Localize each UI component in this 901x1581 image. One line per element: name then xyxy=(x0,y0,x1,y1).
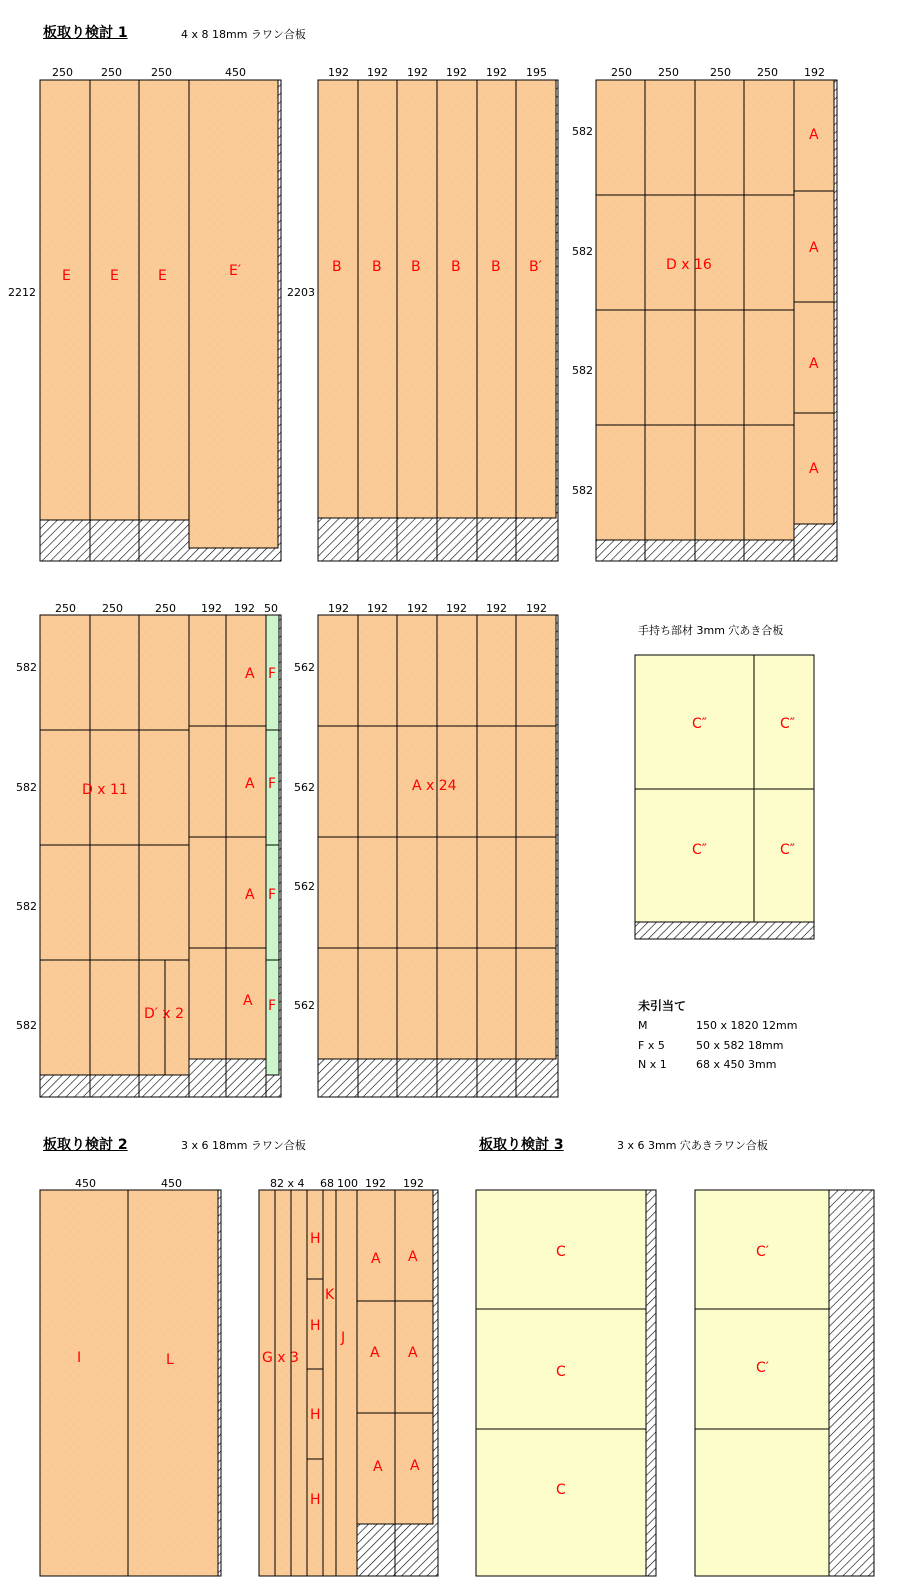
sheet4-row-dim: 582 xyxy=(16,661,37,674)
piece-label: A xyxy=(809,356,819,372)
piece-label: A x 24 xyxy=(412,778,457,794)
sheet4-col-dim: 250 xyxy=(55,602,76,615)
section-title-1: 板取り検討 1 xyxy=(43,25,128,41)
piece-label: D′ x 2 xyxy=(144,1006,185,1022)
sheet2-col-dim: 192 xyxy=(446,66,467,79)
piece-label: A xyxy=(370,1345,380,1361)
sheet7-col-dim: 192 xyxy=(403,1177,424,1190)
section-spec-2: 3 x 6 18mm ラワン合板 xyxy=(181,1139,306,1152)
unassigned-name: M xyxy=(638,1019,648,1032)
sheet3-col-dim: 250 xyxy=(757,66,778,79)
sheet-1 xyxy=(40,80,281,561)
sheet1-col-dim: 250 xyxy=(151,66,172,79)
piece-label: A xyxy=(408,1345,418,1361)
piece-label: I xyxy=(77,1350,82,1366)
sheet3-col-dim: 250 xyxy=(611,66,632,79)
piece-B-prime xyxy=(516,80,556,518)
sheet3-col-dim: 250 xyxy=(658,66,679,79)
piece-label: B xyxy=(491,259,501,275)
section-title-2: 板取り検討 2 xyxy=(43,1137,128,1153)
piece-label: C″ xyxy=(780,716,796,732)
piece-label: F xyxy=(268,887,277,903)
piece-label: G x 3 xyxy=(262,1350,299,1366)
piece-label: A xyxy=(410,1458,420,1474)
piece-label: C″ xyxy=(780,842,796,858)
piece-label: C′ xyxy=(756,1360,769,1376)
piece-E-prime xyxy=(189,80,278,548)
piece-label: B xyxy=(332,259,342,275)
unassigned-name: F x 5 xyxy=(638,1039,665,1052)
sheet4-col-dim: 192 xyxy=(201,602,222,615)
piece-label: D x 11 xyxy=(82,782,128,798)
sheet7-col-dim: 68 xyxy=(320,1177,334,1190)
sheet-6 xyxy=(40,1190,221,1576)
sheet6-col-dim: 450 xyxy=(161,1177,182,1190)
piece-label: E′ xyxy=(229,263,242,279)
sheet2-col-dim: 192 xyxy=(367,66,388,79)
sheet5-row-dim: 562 xyxy=(294,781,315,794)
sheet4-row-dim: 582 xyxy=(16,900,37,913)
piece-label: A xyxy=(809,240,819,256)
piece-label: A xyxy=(373,1459,383,1475)
piece-B xyxy=(437,80,477,518)
piece-label: C xyxy=(556,1364,566,1380)
sheet2-col-dim: 192 xyxy=(328,66,349,79)
sheet5-col-dim: 192 xyxy=(486,602,507,615)
piece-label: B xyxy=(451,259,461,275)
piece-label: C″ xyxy=(692,716,708,732)
sheet2-row-dim: 2203 xyxy=(287,286,315,299)
sheet3-row-dim: 582 xyxy=(572,245,593,258)
piece-label: C xyxy=(556,1482,566,1498)
sheet2-col-dim: 195 xyxy=(526,66,547,79)
piece-B xyxy=(358,80,397,518)
sheet6-col-dim: 450 xyxy=(75,1177,96,1190)
sheet5-row-dim: 562 xyxy=(294,999,315,1012)
piece-label: C xyxy=(556,1244,566,1260)
sheet-9 xyxy=(695,1190,874,1576)
sheet7-col-dim: 192 xyxy=(365,1177,386,1190)
sheet1-col-dim: 450 xyxy=(225,66,246,79)
sheet3-col-dim: 192 xyxy=(804,66,825,79)
sheet4-row-dim: 582 xyxy=(16,1019,37,1032)
sheet7-col-dim: 82 x 4 xyxy=(270,1177,305,1190)
piece-label: A xyxy=(243,993,253,1009)
sheet5-row-dim: 562 xyxy=(294,880,315,893)
sheet5-col-dim: 192 xyxy=(446,602,467,615)
piece-B xyxy=(318,80,358,518)
piece-B xyxy=(397,80,437,518)
sheet4-col-dim: 250 xyxy=(155,602,176,615)
piece-E xyxy=(139,80,189,520)
unassigned-size: 150 x 1820 12mm xyxy=(696,1019,798,1032)
handheld-title: 手持ち部材 3mm 穴あき合板 xyxy=(638,624,784,637)
piece-label: A xyxy=(371,1251,381,1267)
sheet5-col-dim: 192 xyxy=(328,602,349,615)
sheet7-col-dim: 100 xyxy=(337,1177,358,1190)
piece-label: E xyxy=(158,268,167,284)
piece-label: C″ xyxy=(692,842,708,858)
piece-label: B′ xyxy=(529,259,542,275)
sheet2-col-dim: 192 xyxy=(486,66,507,79)
piece-L xyxy=(128,1190,218,1576)
sheet-5 xyxy=(318,615,558,1097)
unassigned-title: 未引当て xyxy=(638,999,687,1013)
sheet5-row-dim: 562 xyxy=(294,661,315,674)
sheet1-col-dim: 250 xyxy=(52,66,73,79)
sheet4-col-dim: 192 xyxy=(234,602,255,615)
sheet1-col-dim: 250 xyxy=(101,66,122,79)
piece-label: A xyxy=(809,127,819,143)
piece-E xyxy=(40,80,90,520)
sheet3-col-dim: 250 xyxy=(710,66,731,79)
piece-label: F xyxy=(268,666,277,682)
piece-label: A xyxy=(809,461,819,477)
piece-label: H xyxy=(310,1492,321,1508)
piece-label: K xyxy=(325,1287,335,1303)
sheet1-row-dim: 2212 xyxy=(8,286,36,299)
piece-label: A xyxy=(245,887,255,903)
piece-label: D x 16 xyxy=(666,257,712,273)
sheet-4 xyxy=(40,615,281,1097)
sheet4-col-dim: 250 xyxy=(102,602,123,615)
unassigned-size: 50 x 582 18mm xyxy=(696,1039,784,1052)
piece-label: B xyxy=(411,259,421,275)
piece-label: F xyxy=(268,776,277,792)
piece-label: A xyxy=(245,666,255,682)
sheet3-row-dim: 582 xyxy=(572,364,593,377)
piece-label: H xyxy=(310,1318,321,1334)
piece-label: A xyxy=(408,1249,418,1265)
piece-label: E xyxy=(62,268,71,284)
unassigned-name: N x 1 xyxy=(638,1058,667,1071)
piece-I xyxy=(40,1190,128,1576)
sheet-3 xyxy=(596,80,837,561)
piece-label: B xyxy=(372,259,382,275)
sheet5-col-dim: 192 xyxy=(526,602,547,615)
piece-B xyxy=(477,80,516,518)
sheet5-col-dim: 192 xyxy=(367,602,388,615)
piece-label: E xyxy=(110,268,119,284)
section-title-3: 板取り検討 3 xyxy=(479,1137,564,1153)
sheet-7 xyxy=(259,1190,438,1576)
sheet-8 xyxy=(476,1190,656,1576)
sheet3-row-dim: 582 xyxy=(572,484,593,497)
sheet4-col-dim: 50 xyxy=(264,602,278,615)
sheet-2 xyxy=(318,80,558,561)
handheld-sheet xyxy=(635,655,814,939)
unassigned-size: 68 x 450 3mm xyxy=(696,1058,777,1071)
piece-label: H xyxy=(310,1231,321,1247)
sheet5-col-dim: 192 xyxy=(407,602,428,615)
piece-label: C′ xyxy=(756,1244,769,1260)
sheet4-row-dim: 582 xyxy=(16,781,37,794)
piece-E xyxy=(90,80,139,520)
sheet2-col-dim: 192 xyxy=(407,66,428,79)
sheet3-row-dim: 582 xyxy=(572,125,593,138)
piece-label: F xyxy=(268,998,277,1014)
piece-label: J xyxy=(341,1330,346,1346)
section-spec-3: 3 x 6 3mm 穴あきラワン合板 xyxy=(617,1139,768,1152)
piece-label: A xyxy=(245,776,255,792)
section-spec-1: 4 x 8 18mm ラワン合板 xyxy=(181,28,306,41)
piece-label: H xyxy=(310,1407,321,1423)
piece-label: L xyxy=(166,1352,174,1368)
